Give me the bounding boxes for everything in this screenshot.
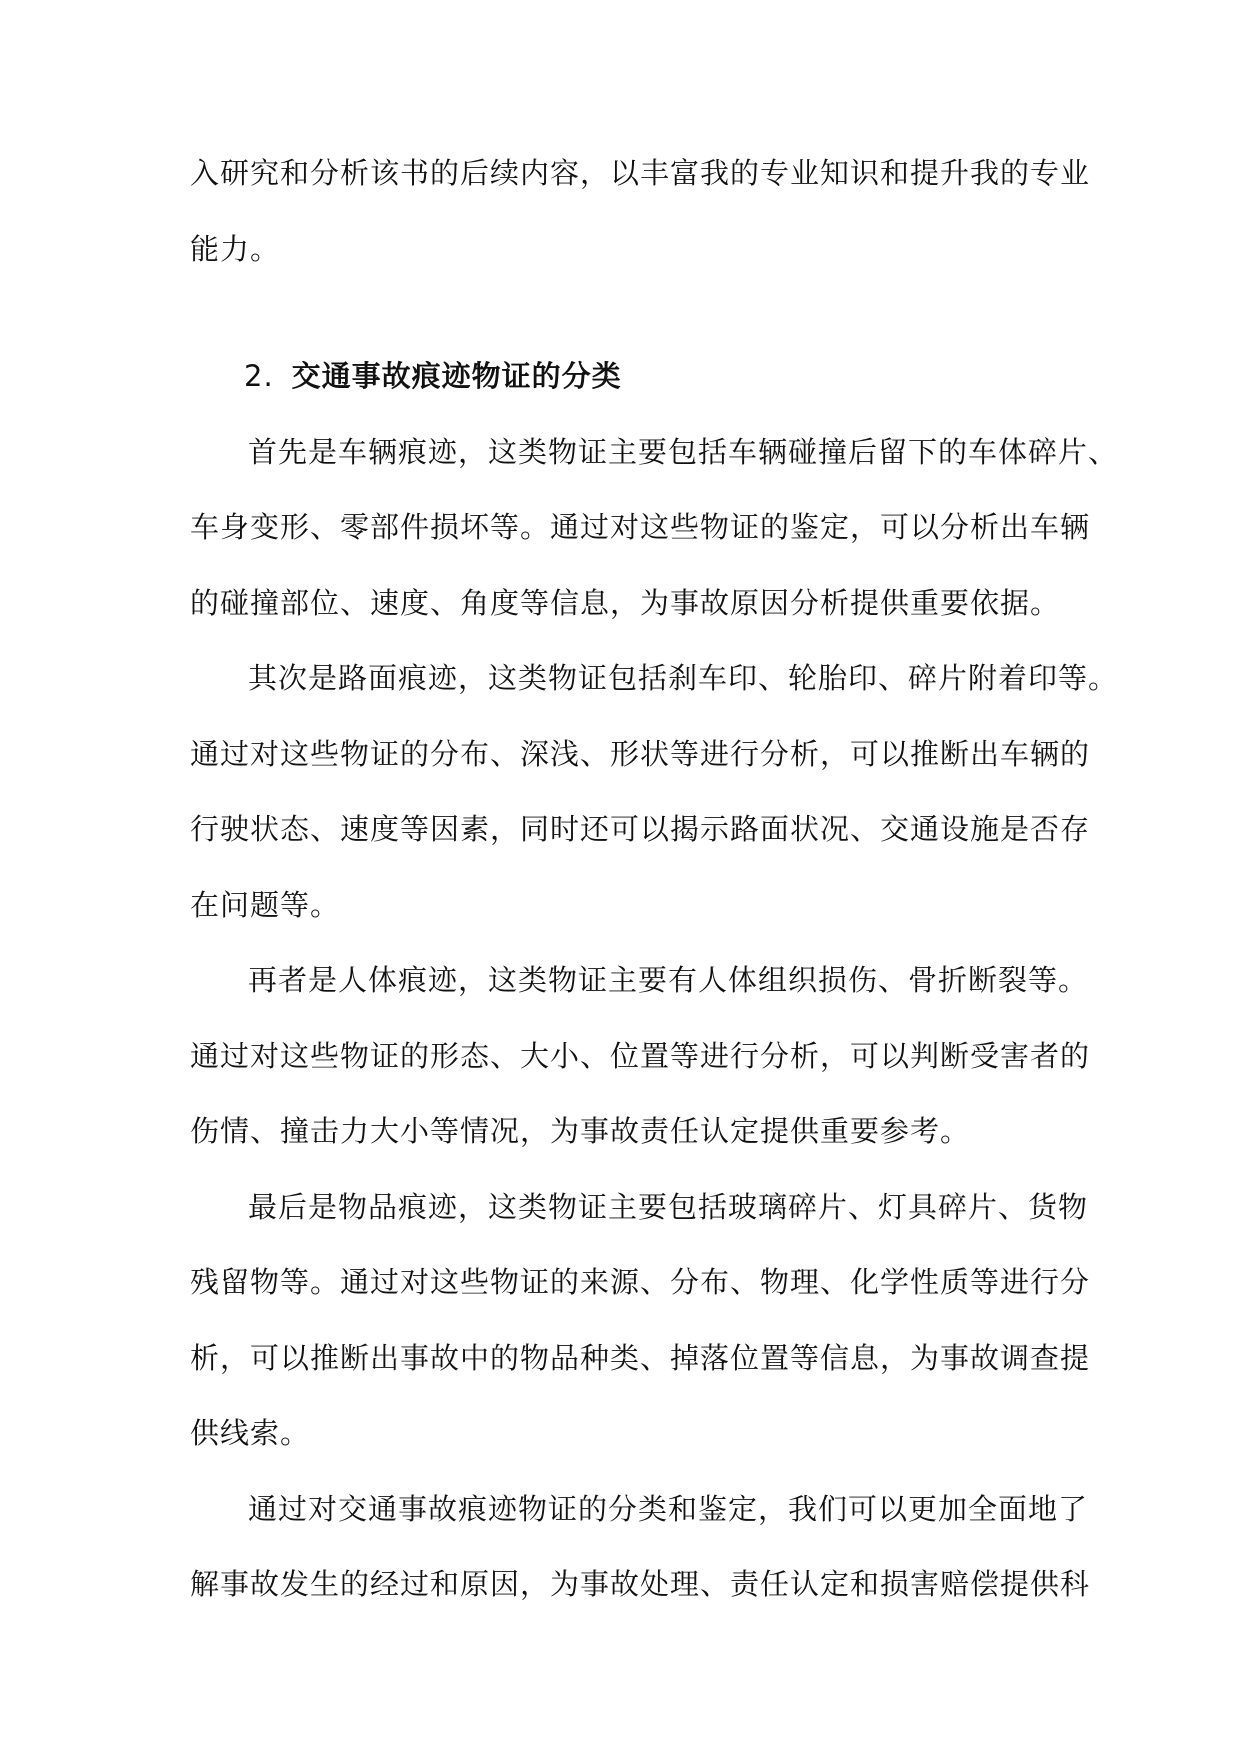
spacer [190,287,1060,339]
text-line: 在问题等。 [190,887,341,922]
text-line: 的碰撞部位、速度、角度等信息，为事故原因分析提供重要依据。 [190,585,1061,620]
text-line: 再者是人体痕迹，这类物证主要有人体组织损伤、骨折断裂等。 [248,963,1089,997]
text-line: 供线索。 [190,1416,311,1450]
paragraph-body-traces [190,943,1091,1170]
text-line: 首先是车辆痕迹，这类物证主要包括车辆碰撞后留下的车体碎片、 [248,434,1119,469]
text-line: 入研究和分析该书的后续内容，以丰富我的专业知识和提升我的专业 [190,156,1091,190]
text-line: 解事故发生的经过和原因，为事故处理、责任认定和损害赔偿提供科 [190,1567,1091,1601]
paragraph-vehicle-traces [190,415,1119,642]
section-heading [190,339,1060,415]
text-line: 伤情、撞击力大小等情况，为事故责任认定提供重要参考。 [190,1114,971,1148]
text-line: 最后是物品痕迹，这类物证主要包括玻璃碎片、灯具碎片、货物 [248,1189,1089,1224]
paragraph-road-traces [190,641,1119,943]
paragraph-object-traces [190,1170,1091,1472]
text-line: 通过对这些物证的分布、深浅、形状等进行分析，可以推断出车辆的 [190,736,1091,771]
text-line: 行驶状态、速度等因素，同时还可以揭示路面状况、交通设施是否存 [190,812,1091,846]
text-line: 残留物等。通过对这些物证的来源、分布、物理、化学性质等进行分 [190,1265,1091,1299]
section-title: 交通事故痕迹物证的分类 [291,359,622,393]
text-line: 通过对这些物证的形态、大小、位置等进行分析，可以判断受害者的 [190,1038,1091,1073]
text-line: 通过对交通事故痕迹物证的分类和鉴定，我们可以更加全面地了 [248,1491,1089,1526]
text-line: 车身变形、零部件损坏等。通过对这些物证的鉴定，可以分析出车辆 [190,510,1091,544]
section-number: 2. [244,359,274,393]
intro-paragraph [190,136,1091,287]
document-body [190,136,1119,1623]
paragraph-summary [190,1472,1091,1623]
text-line: 其次是路面痕迹，这类物证包括刹车印、轮胎印、碎片附着印等。 [248,661,1119,695]
text-line: 能力。 [190,231,281,266]
text-line: 析，可以推断出事故中的物品种类、掉落位置等信息，为事故调查提 [190,1340,1091,1375]
